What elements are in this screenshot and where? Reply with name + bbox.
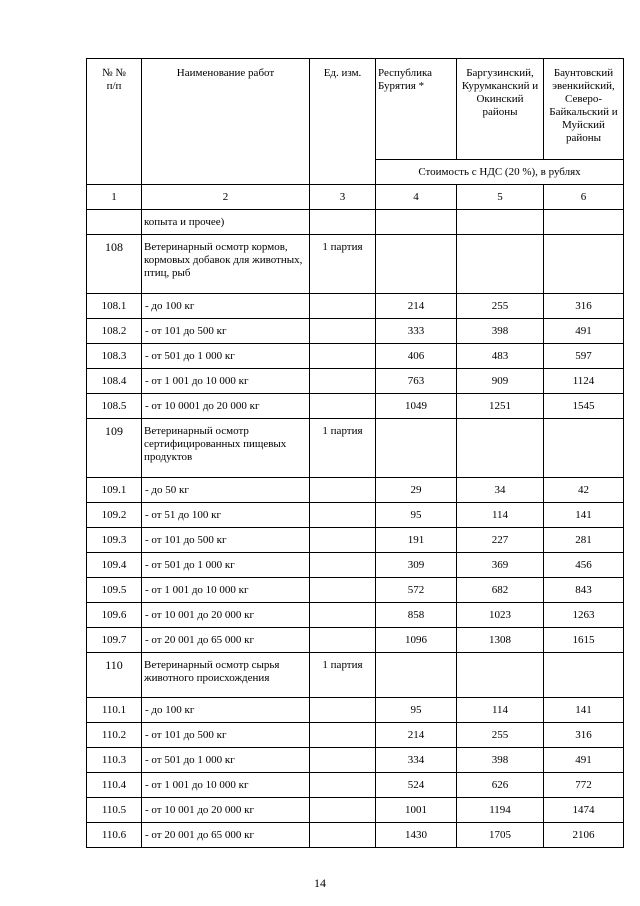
table-row <box>87 748 624 773</box>
item-name: - до 50 кг <box>142 478 310 503</box>
group-row <box>87 419 624 478</box>
item-num: 109.5 <box>87 578 142 603</box>
item-num: 109.1 <box>87 478 142 503</box>
table-row <box>87 798 624 823</box>
item-v4: 95 <box>376 503 457 528</box>
table-row <box>87 603 624 628</box>
item-v5: 1194 <box>457 798 544 823</box>
group-row <box>87 653 624 698</box>
item-v5: 227 <box>457 528 544 553</box>
item-v5: 114 <box>457 698 544 723</box>
item-num: 109.7 <box>87 628 142 653</box>
table-row <box>87 628 624 653</box>
header-row <box>87 59 624 160</box>
item-name: - от 101 до 500 кг <box>142 528 310 553</box>
table-row <box>87 773 624 798</box>
item-v6: 1545 <box>544 394 624 419</box>
table-row <box>87 553 624 578</box>
item-num: 110.5 <box>87 798 142 823</box>
item-num: 110.4 <box>87 773 142 798</box>
item-name: - до 100 кг <box>142 294 310 319</box>
table-row <box>87 394 624 419</box>
item-v4: 406 <box>376 344 457 369</box>
item-name: - от 101 до 500 кг <box>142 319 310 344</box>
item-v6: 456 <box>544 553 624 578</box>
item-v4: 214 <box>376 723 457 748</box>
group-name: Ветеринарный осмотр кормов, кормовых добавок для животных, птиц, рыб <box>142 235 310 294</box>
item-v5: 1705 <box>457 823 544 848</box>
item-v5: 398 <box>457 748 544 773</box>
item-v6: 843 <box>544 578 624 603</box>
item-v5: 369 <box>457 553 544 578</box>
item-name: - от 1 001 до 10 000 кг <box>142 369 310 394</box>
item-v5: 682 <box>457 578 544 603</box>
header-unit: Ед. изм. <box>310 59 376 185</box>
item-num: 109.4 <box>87 553 142 578</box>
item-v4: 191 <box>376 528 457 553</box>
continuation-text: копыта и прочее) <box>142 210 310 235</box>
header-col5: Баргузинский, Курумканский и Окинский районы <box>457 59 544 160</box>
item-num: 108.2 <box>87 319 142 344</box>
item-num: 108.5 <box>87 394 142 419</box>
item-v5: 255 <box>457 294 544 319</box>
item-num: 109.2 <box>87 503 142 528</box>
group-unit: 1 партия <box>310 653 376 698</box>
item-num: 109.6 <box>87 603 142 628</box>
table-row <box>87 369 624 394</box>
item-name: - до 100 кг <box>142 698 310 723</box>
continuation-row <box>87 210 624 235</box>
item-v5: 626 <box>457 773 544 798</box>
item-num: 110.1 <box>87 698 142 723</box>
item-v5: 34 <box>457 478 544 503</box>
header-col4: Республика Бурятия * <box>376 59 457 160</box>
item-v5: 398 <box>457 319 544 344</box>
item-num: 110.3 <box>87 748 142 773</box>
table-row <box>87 823 624 848</box>
item-v5: 255 <box>457 723 544 748</box>
group-num: 109 <box>87 419 142 478</box>
item-name: - от 10 001 до 20 000 кг <box>142 603 310 628</box>
group-name: Ветеринарный осмотр сырья животного происхождения <box>142 653 310 698</box>
item-name: - от 1 001 до 10 000 кг <box>142 773 310 798</box>
colnum-6: 6 <box>544 185 624 210</box>
item-num: 108.3 <box>87 344 142 369</box>
item-name: - от 20 001 до 65 000 кг <box>142 823 310 848</box>
item-v4: 572 <box>376 578 457 603</box>
item-v6: 42 <box>544 478 624 503</box>
table-row <box>87 578 624 603</box>
item-v4: 1049 <box>376 394 457 419</box>
item-name: - от 51 до 100 кг <box>142 503 310 528</box>
item-v4: 763 <box>376 369 457 394</box>
item-v6: 281 <box>544 528 624 553</box>
group-num: 110 <box>87 653 142 698</box>
item-name: - от 10 001 до 20 000 кг <box>142 798 310 823</box>
group-unit: 1 партия <box>310 235 376 294</box>
colnum-3: 3 <box>310 185 376 210</box>
item-v4: 95 <box>376 698 457 723</box>
item-v5: 909 <box>457 369 544 394</box>
table-row <box>87 294 624 319</box>
item-v4: 1001 <box>376 798 457 823</box>
item-v4: 214 <box>376 294 457 319</box>
item-name: - от 501 до 1 000 кг <box>142 748 310 773</box>
item-v5: 114 <box>457 503 544 528</box>
table-row <box>87 723 624 748</box>
colnum-1: 1 <box>87 185 142 210</box>
item-v6: 316 <box>544 294 624 319</box>
column-number-row <box>87 185 624 210</box>
table-row <box>87 478 624 503</box>
item-v6: 1124 <box>544 369 624 394</box>
colnum-4: 4 <box>376 185 457 210</box>
item-v6: 772 <box>544 773 624 798</box>
table-row <box>87 698 624 723</box>
item-v6: 1474 <box>544 798 624 823</box>
table-row <box>87 528 624 553</box>
item-v6: 2106 <box>544 823 624 848</box>
item-name: - от 10 0001 до 20 000 кг <box>142 394 310 419</box>
item-v4: 334 <box>376 748 457 773</box>
group-unit: 1 партия <box>310 419 376 478</box>
item-num: 109.3 <box>87 528 142 553</box>
item-v4: 858 <box>376 603 457 628</box>
item-name: - от 501 до 1 000 кг <box>142 553 310 578</box>
item-v6: 141 <box>544 698 624 723</box>
item-num: 110.2 <box>87 723 142 748</box>
item-v4: 1096 <box>376 628 457 653</box>
group-row <box>87 235 624 294</box>
item-v6: 491 <box>544 748 624 773</box>
item-v6: 491 <box>544 319 624 344</box>
table-row <box>87 503 624 528</box>
header-col6: Баунтовский эвенкийский, Северо-Байкальский и Муйский районы <box>544 59 624 160</box>
item-name: - от 501 до 1 000 кг <box>142 344 310 369</box>
item-v6: 1615 <box>544 628 624 653</box>
item-v6: 597 <box>544 344 624 369</box>
item-v5: 483 <box>457 344 544 369</box>
item-v6: 141 <box>544 503 624 528</box>
price-table <box>86 58 624 848</box>
item-v4: 524 <box>376 773 457 798</box>
colnum-2: 2 <box>142 185 310 210</box>
item-v6: 316 <box>544 723 624 748</box>
header-num: № № п/п <box>87 59 142 185</box>
item-v6: 1263 <box>544 603 624 628</box>
item-v4: 29 <box>376 478 457 503</box>
item-num: 108.1 <box>87 294 142 319</box>
group-num: 108 <box>87 235 142 294</box>
table-row <box>87 344 624 369</box>
item-name: - от 20 001 до 65 000 кг <box>142 628 310 653</box>
group-name: Ветеринарный осмотр сертифицированных пищевых продуктов <box>142 419 310 478</box>
item-num: 108.4 <box>87 369 142 394</box>
cost-header: Стоимость с НДС (20 %), в рублях <box>376 160 624 185</box>
header-name: Наименование работ <box>142 59 310 185</box>
item-v4: 333 <box>376 319 457 344</box>
item-v5: 1023 <box>457 603 544 628</box>
item-name: - от 101 до 500 кг <box>142 723 310 748</box>
table-row <box>87 319 624 344</box>
item-name: - от 1 001 до 10 000 кг <box>142 578 310 603</box>
item-v4: 1430 <box>376 823 457 848</box>
item-v4: 309 <box>376 553 457 578</box>
item-v5: 1251 <box>457 394 544 419</box>
item-v5: 1308 <box>457 628 544 653</box>
page-number: 14 <box>314 876 326 890</box>
item-num: 110.6 <box>87 823 142 848</box>
colnum-5: 5 <box>457 185 544 210</box>
